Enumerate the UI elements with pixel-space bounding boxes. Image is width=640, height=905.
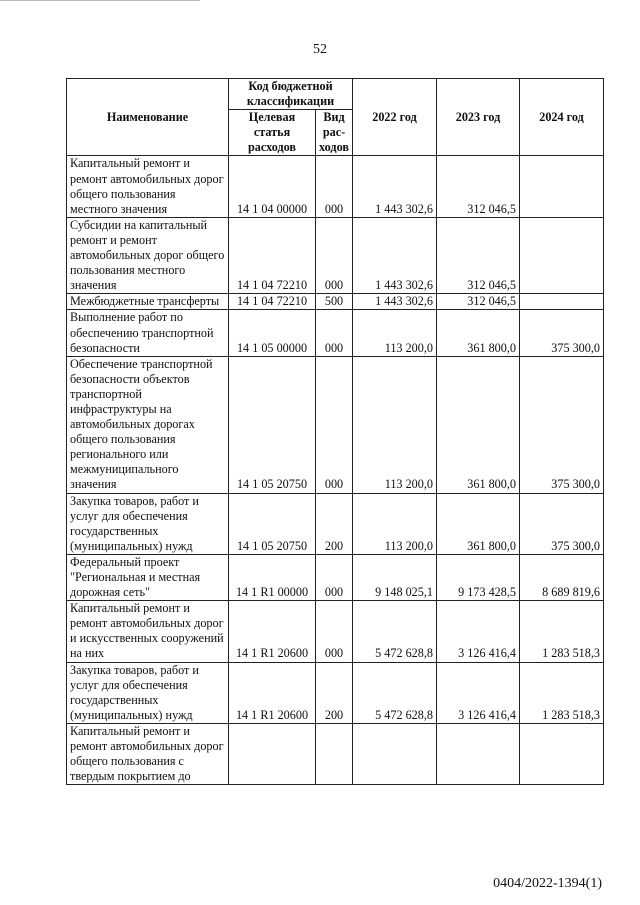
row-name: Обеспечение транспортной безопасности объектов транспортной инфраструктуры на автомобильных дорогах общего пользования регионального или межмуниципального значения — [67, 356, 229, 493]
row-expense-type: 200 — [316, 662, 353, 723]
row-value-2023: 361 800,0 — [437, 493, 520, 554]
row-value-2022: 1 443 302,6 — [353, 217, 437, 293]
row-expense-type: 000 — [316, 217, 353, 293]
row-value-2022: 113 200,0 — [353, 493, 437, 554]
table-row — [67, 662, 604, 723]
header-2024: 2024 год — [520, 79, 604, 156]
row-target-code: 14 1 04 72210 — [229, 294, 316, 310]
table-row — [67, 356, 604, 493]
row-value-2022: 1 443 302,6 — [353, 156, 437, 217]
row-value-2024: 8 689 819,6 — [520, 554, 604, 600]
table-row — [67, 554, 604, 600]
row-expense-type: 000 — [316, 554, 353, 600]
row-name: Федеральный проект "Региональная и местная дорожная сеть" — [67, 554, 229, 600]
document-code: 0404/2022-1394(1) — [493, 876, 602, 891]
row-name: Субсидии на капитальный ремонт и ремонт автомобильных дорог общего пользования местного значения — [67, 217, 229, 293]
row-expense-type: 200 — [316, 493, 353, 554]
row-value-2022: 5 472 628,8 — [353, 601, 437, 662]
row-target-code: 14 1 05 20750 — [229, 493, 316, 554]
table-row — [67, 601, 604, 662]
row-target-code: 14 1 R1 20600 — [229, 662, 316, 723]
row-expense-type — [316, 723, 353, 784]
row-value-2024 — [520, 156, 604, 217]
row-expense-type: 500 — [316, 294, 353, 310]
budget-table — [66, 78, 604, 785]
row-name: Капитальный ремонт и ремонт автомобильных дорог общего пользования местного значения — [67, 156, 229, 217]
row-expense-type: 000 — [316, 601, 353, 662]
row-value-2022: 113 200,0 — [353, 310, 437, 356]
row-value-2023: 312 046,5 — [437, 217, 520, 293]
table-row — [67, 294, 604, 310]
row-target-code: 14 1 R1 20600 — [229, 601, 316, 662]
row-name: Капитальный ремонт и ремонт автомобильных дорог и искусственных сооружений на них — [67, 601, 229, 662]
page-number: 52 — [313, 42, 327, 57]
row-value-2024: 1 283 518,3 — [520, 662, 604, 723]
header-2022: 2022 год — [353, 79, 437, 156]
row-value-2024: 375 300,0 — [520, 356, 604, 493]
table-row — [67, 217, 604, 293]
row-target-code: 14 1 R1 00000 — [229, 554, 316, 600]
table-row — [67, 310, 604, 356]
row-value-2024 — [520, 217, 604, 293]
top-edge-rule — [0, 0, 200, 1]
row-value-2024: 375 300,0 — [520, 310, 604, 356]
row-target-code — [229, 723, 316, 784]
row-value-2022: 5 472 628,8 — [353, 662, 437, 723]
row-value-2024: 1 283 518,3 — [520, 601, 604, 662]
row-value-2023: 361 800,0 — [437, 356, 520, 493]
row-value-2023 — [437, 723, 520, 784]
table-body — [67, 156, 604, 785]
row-target-code: 14 1 04 00000 — [229, 156, 316, 217]
table-row — [67, 723, 604, 784]
table-header — [67, 79, 604, 156]
row-value-2022 — [353, 723, 437, 784]
row-value-2022: 9 148 025,1 — [353, 554, 437, 600]
header-expense-type: Вид рас-ходов — [316, 110, 353, 156]
row-value-2024: 375 300,0 — [520, 493, 604, 554]
table-row — [67, 493, 604, 554]
header-2023: 2023 год — [437, 79, 520, 156]
row-name: Капитальный ремонт и ремонт автомобильных дорог общего пользования с твердым покрытием до — [67, 723, 229, 784]
row-value-2023: 312 046,5 — [437, 156, 520, 217]
row-value-2022: 113 200,0 — [353, 356, 437, 493]
row-name: Закупка товаров, работ и услуг для обеспечения государственных (муниципальных) нужд — [67, 662, 229, 723]
row-name: Выполнение работ по обеспечению транспортной безопасности — [67, 310, 229, 356]
row-value-2023: 312 046,5 — [437, 294, 520, 310]
row-target-code: 14 1 05 20750 — [229, 356, 316, 493]
row-target-code: 14 1 05 00000 — [229, 310, 316, 356]
row-value-2022: 1 443 302,6 — [353, 294, 437, 310]
row-expense-type: 000 — [316, 310, 353, 356]
header-target-article: Целевая статья расходов — [229, 110, 316, 156]
row-value-2024 — [520, 294, 604, 310]
header-name: Наименование — [67, 79, 229, 156]
row-value-2024 — [520, 723, 604, 784]
row-expense-type: 000 — [316, 156, 353, 217]
header-code-group: Код бюджетной классификации — [229, 79, 353, 110]
row-value-2023: 361 800,0 — [437, 310, 520, 356]
row-name: Закупка товаров, работ и услуг для обеспечения государственных (муниципальных) нужд — [67, 493, 229, 554]
row-expense-type: 000 — [316, 356, 353, 493]
table-row — [67, 156, 604, 217]
row-value-2023: 3 126 416,4 — [437, 662, 520, 723]
row-name: Межбюджетные трансферты — [67, 294, 229, 310]
row-value-2023: 9 173 428,5 — [437, 554, 520, 600]
row-target-code: 14 1 04 72210 — [229, 217, 316, 293]
row-value-2023: 3 126 416,4 — [437, 601, 520, 662]
